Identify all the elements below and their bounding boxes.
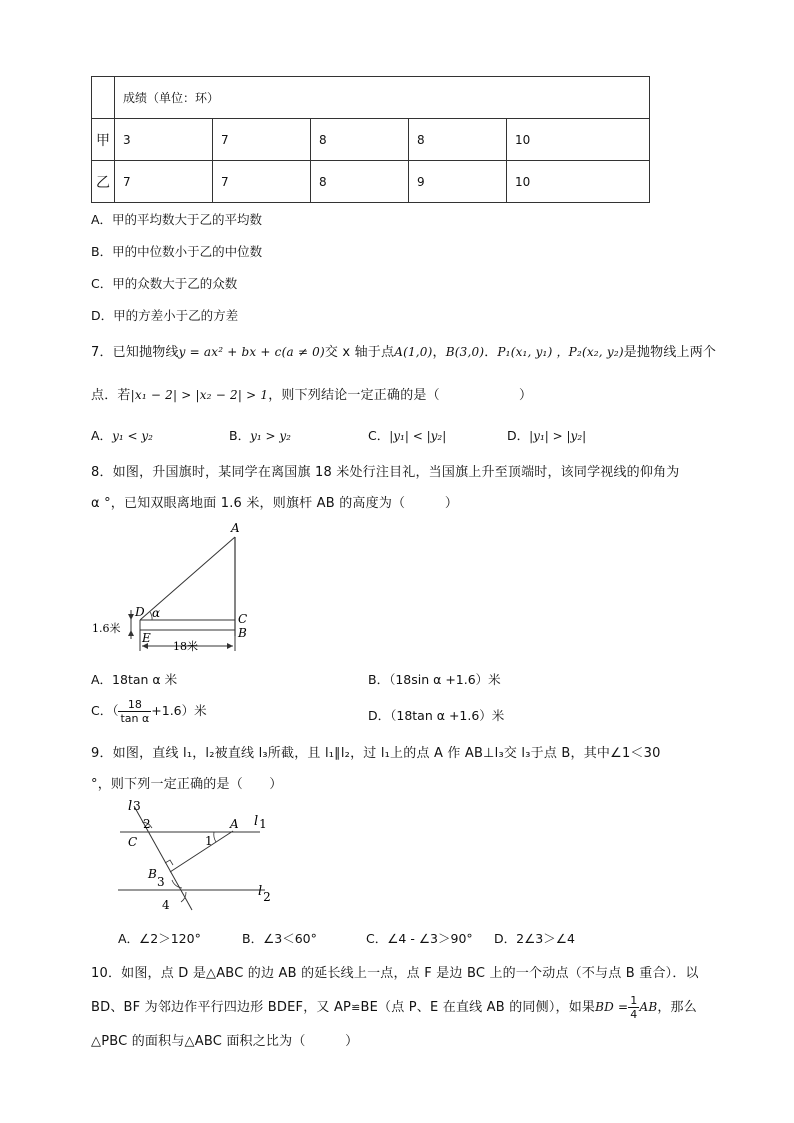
q8-label-c: C bbox=[238, 612, 248, 626]
q9-angle-2: 2 bbox=[143, 817, 151, 831]
table-row bbox=[92, 119, 650, 161]
q7-option-c: C．|y₁| < |y₂| bbox=[368, 428, 447, 443]
q10-line2: BD、BF 为邻边作平行四边形 BDEF，又 AP≌BE（点 P、E 在直线 AB 的同侧），如果BD = $\frac{1}{4}$ AB，那么 bbox=[91, 994, 697, 1021]
q9-parallel-lines-figure bbox=[110, 798, 280, 916]
q8-label-alpha: α bbox=[152, 606, 161, 620]
q9-option-a: A．∠2＞120° bbox=[118, 931, 201, 946]
q9-option-b: B．∠3＜60° bbox=[242, 931, 317, 946]
q6-option-c: C．甲的众数大于乙的众数 bbox=[91, 276, 238, 291]
q9-angle-1: 1 bbox=[205, 834, 213, 848]
q9-line1: 9．如图，直线 l₁，l₂被直线 l₃所截，且 l₁∥l₂，过 l₁上的点 A 作 AB⊥l₃交 l₃于点 B，其中∠1＜30 bbox=[91, 746, 661, 761]
q7-option-d: D．|y₁| > |y₂| bbox=[507, 428, 587, 443]
q7-point-a: A(1,0) bbox=[394, 345, 433, 359]
q10-line3: △PBC 的面积与△ABC 面积之比为（ ） bbox=[91, 1034, 359, 1049]
table-cell: 7 bbox=[115, 161, 213, 203]
q7-line1: 7．已知抛物线y = ax² + bx + c(a ≠ 0)交 x 轴于点A(1,0)，B(3,0)．P₁(x₁, y₁) ，P₂(x₂, y₂)是抛物线上两个 bbox=[91, 345, 717, 360]
q7-option-a: A．y₁ < y₂ bbox=[91, 428, 153, 443]
q7-points-p: P₁(x₁, y₁) ，P₂(x₂, y₂) bbox=[497, 345, 624, 359]
q7-mid: 交 x 轴于点 bbox=[324, 345, 395, 360]
q9-angle-3: 3 bbox=[157, 875, 165, 889]
row-label-yi: 乙 bbox=[92, 161, 115, 203]
q8-option-d: D．（18tan α +1.6）米 bbox=[368, 708, 505, 723]
q9-line2: °，则下列一定正确的是（ ） bbox=[91, 777, 283, 792]
q6-option-b: B．甲的中位数小于乙的中位数 bbox=[91, 244, 263, 259]
table-cell: 8 bbox=[408, 119, 506, 161]
q8-distance-label: 18米 bbox=[173, 640, 198, 653]
table-corner-cell bbox=[92, 77, 115, 119]
q10-fraction: $\frac{1}{4}$ bbox=[630, 994, 638, 1021]
q9-angle-4: 4 bbox=[162, 898, 170, 912]
q7-line2-prefix: 点．若 bbox=[91, 388, 131, 403]
table-cell: 8 bbox=[310, 161, 408, 203]
table-cell: 3 bbox=[115, 119, 213, 161]
q7-option-b: B．y₁ > y₂ bbox=[229, 428, 291, 443]
q8-label-b: B bbox=[238, 626, 247, 640]
q9-label-c: C bbox=[128, 835, 138, 849]
q7-line2 bbox=[91, 384, 532, 403]
q8-height-label: 1.6米 bbox=[92, 622, 121, 635]
q8-label-a: A bbox=[231, 521, 240, 535]
row-label-jia: 甲 bbox=[92, 119, 115, 161]
q7-equation: y = ax² + bx + c(a ≠ 0) bbox=[178, 345, 325, 359]
q8-option-c: C．（ $\frac{18}{\text{tan α}}$ +1.6）米 bbox=[91, 698, 207, 725]
score-table bbox=[91, 76, 650, 203]
q8-flagpole-figure bbox=[90, 520, 250, 660]
q10-congruent-symbol: ≌ bbox=[351, 1001, 361, 1014]
q9-label-b: B bbox=[148, 867, 157, 881]
q7-suffix: 是抛物线上两个 bbox=[623, 345, 717, 360]
q9-label-l2: l2 bbox=[258, 884, 271, 904]
q9-option-d: D．2∠3＞∠4 bbox=[494, 931, 575, 946]
q8-label-d: D bbox=[135, 605, 145, 619]
table-cell: 7 bbox=[212, 119, 310, 161]
q7-point-b: B(3,0) bbox=[445, 345, 485, 359]
q7-prefix: 7．已知抛物线 bbox=[91, 345, 179, 360]
q6-option-d: D．甲的方差小于乙的方差 bbox=[91, 308, 239, 323]
q6-option-a: A．甲的平均数大于乙的平均数 bbox=[91, 212, 263, 227]
q10-line1: 10．如图，点 D 是△ABC 的边 AB 的延长线上一点，点 F 是边 BC 上的一个动点（不与点 B 重合）．以 bbox=[91, 966, 699, 981]
q7-condition: |x₁ − 2| > |x₂ − 2| > 1 bbox=[130, 388, 269, 402]
q8-option-b: B．（18sin α +1.6）米 bbox=[368, 672, 501, 687]
q9-label-l1: l1 bbox=[254, 814, 267, 831]
table-cell: 9 bbox=[408, 161, 506, 203]
q8-option-a: A．18tan α 米 bbox=[91, 672, 178, 687]
q8-label-e: E bbox=[142, 631, 151, 645]
table-cell: 10 bbox=[506, 161, 649, 203]
table-header-cell: 成绩（单位：环） bbox=[115, 77, 650, 119]
q9-label-l3: l3 bbox=[128, 799, 141, 814]
table-cell: 10 bbox=[506, 119, 649, 161]
q9-option-c: C．∠4 - ∠3＞90° bbox=[366, 931, 473, 946]
table-row bbox=[92, 161, 650, 203]
table-cell: 7 bbox=[212, 161, 310, 203]
table-cell: 8 bbox=[310, 119, 408, 161]
q9-label-a: A bbox=[230, 817, 239, 831]
q7-line2-suffix: ，则下列结论一定正确的是（ ） bbox=[268, 388, 533, 403]
table-header-row bbox=[92, 77, 650, 119]
q8-line2: α °，已知双眼离地面 1.6 米，则旗杆 AB 的高度为（ ） bbox=[91, 496, 459, 511]
q8-line1: 8．如图，升国旗时，某同学在离国旗 18 米处行注目礼，当国旗上升至顶端时，该同学视线的仰角为 bbox=[91, 465, 680, 480]
q8-option-c-fraction: $\frac{18}{\text{tan α}}$ bbox=[120, 698, 150, 725]
